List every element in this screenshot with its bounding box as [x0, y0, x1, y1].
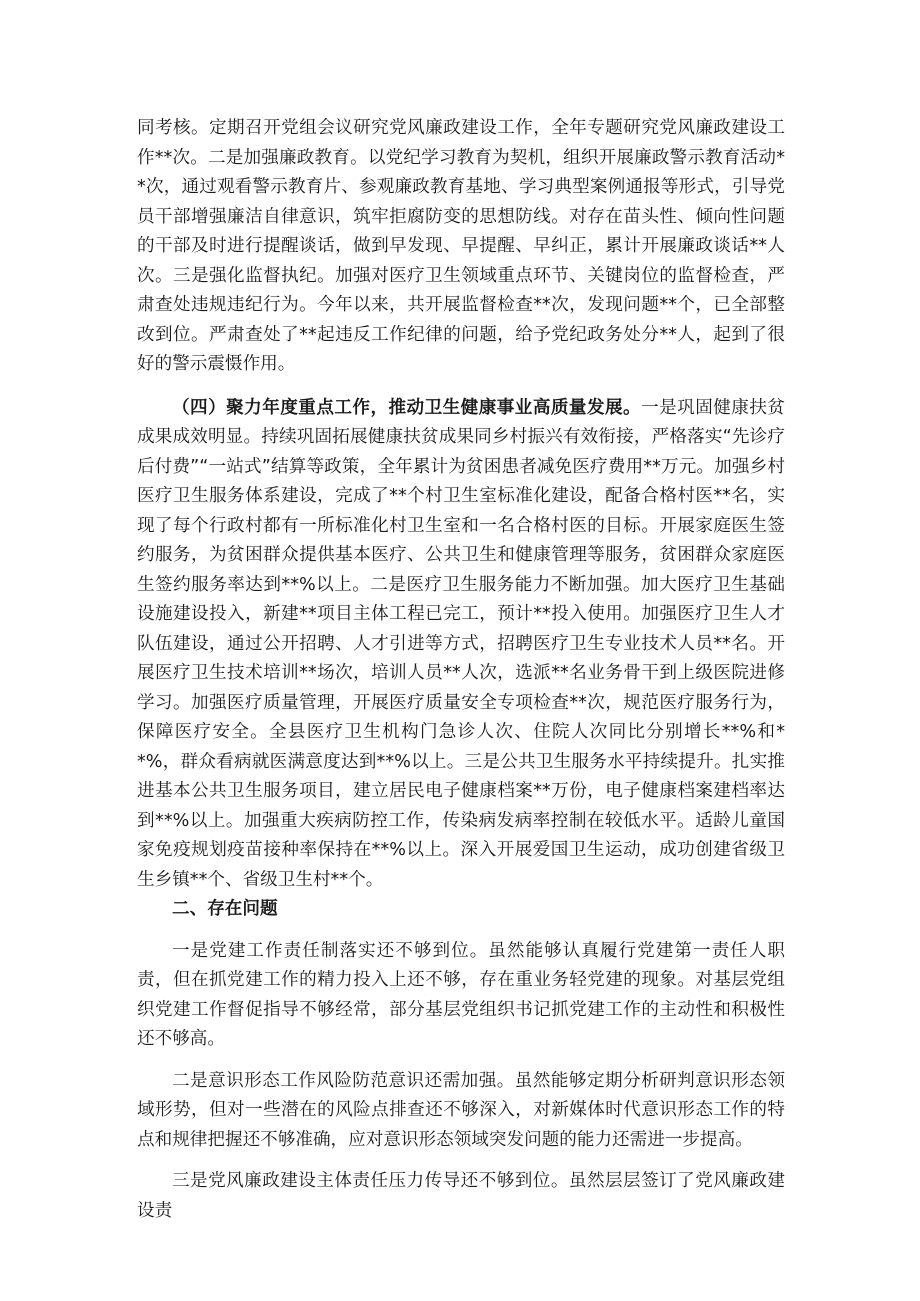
paragraph-key-work-title: （四）聚力年度重点工作，推动卫生健康事业高质量发展。: [172, 397, 642, 418]
paragraph-key-work: [137, 394, 785, 896]
section-heading-problems: 二、存在问题: [172, 899, 278, 919]
paragraph-problem-3: 三是党风廉政建设主体责任压力传导还不够到位。虽然层层签订了党风廉政建设责: [137, 1171, 785, 1221]
paragraph-problem-1: 一是党建工作责任制落实还不够到位。虽然能够认真履行党建第一责任人职责，但在抓党建工作的精力投入上还不够，存在重业务轻党建的现象。对基层党组织党建工作督促指导不够经常，部分基层党组织书记抓党建工作的主动性和积极性还不够高。: [137, 940, 785, 1049]
paragraph-problem-2: 二是意识形态工作风险防范意识还需加强。虽然能够定期分析研判意识形态领域形势，但对一些潜在的风险点排查还不够深入，对新媒体时代意识形态工作的特点和规律把握还不够准确，应对意识形态领域突发问题的能力还需进一步提高。: [137, 1070, 785, 1150]
document-page: [137, 114, 785, 1226]
paragraph-key-work-body: 一是巩固健康扶贫成果成效明显。持续巩固拓展健康扶贫成果同乡村振兴有效衔接，严格落实“先诊疗后付费”“一站式”结算等政策，全年累计为贫困患者减免医疗费用**万元。加强乡村医疗卫生服务体系建设，完成了**个村卫生室标准化建设，配备合格村医**名，实现了每个行政村都有一所标准化村卫生室和一名合格村医的目标。开展家庭医生签约服务，为贫困群众提供基本医疗、公共卫生和健康管理等服务，贫困群众家庭医生签约服务率达到**%以上。二是医疗卫生服务能力不断加强。加大医疗卫生基础设施建设投入，新建**项目主体工程已完工，预计**投入使用。加强医疗卫生人才队伍建设，通过公开招聘、人才引进等方式，招聘医疗卫生专业技术人员**名。开展医疗卫生技术培训**场次，培训人员**人次，选派**名业务骨干到上级医院进修学习。加强医疗质量管理，开展医疗质量安全专项检查**次，规范医疗服务行为，保障医疗安全。全县医疗卫生机构门急诊人次、住院人次同比分别增长**%和**%，群众看病就医满意度达到**%以上。三是公共卫生服务水平持续提升。扎实推进基本公共卫生服务项目，建立居民电子健康档案**万份，电子健康档案建档率达到**%以上。加强重大疾病防控工作，传染病发病率控制在较低水平。适龄儿童国家免疫规划疫苗接种率保持在**%以上。深入开展爱国卫生运动，成功创建省级卫生乡镇**个、省级卫生村**个。: [137, 397, 785, 890]
paragraph-discipline-inspection: 同考核。定期召开党组会议研究党风廉政建设工作，全年专题研究党风廉政建设工作**次。二是加强廉政教育。以党纪学习教育为契机，组织开展廉政警示教育活动**次，通过观看警示教育片、参观廉政教育基地、学习典型案例通报等形式，引导党员干部增强廉洁自律意识，筑牢拒腐防变的思想防线。对存在苗头性、倾向性问题的干部及时进行提醒谈话，做到早发现、早提醒、早纠正，累计开展廉政谈话**人次。三是强化监督执纪。加强对医疗卫生领域重点环节、关键岗位的监督检查，严肃查处违规违纪行为。今年以来，共开展监督检查**次，发现问题**个，已全部整改到位。严肃查处了**起违反工作纪律的问题，给予党纪政务处分**人，起到了很好的警示震慑作用。: [137, 118, 785, 374]
